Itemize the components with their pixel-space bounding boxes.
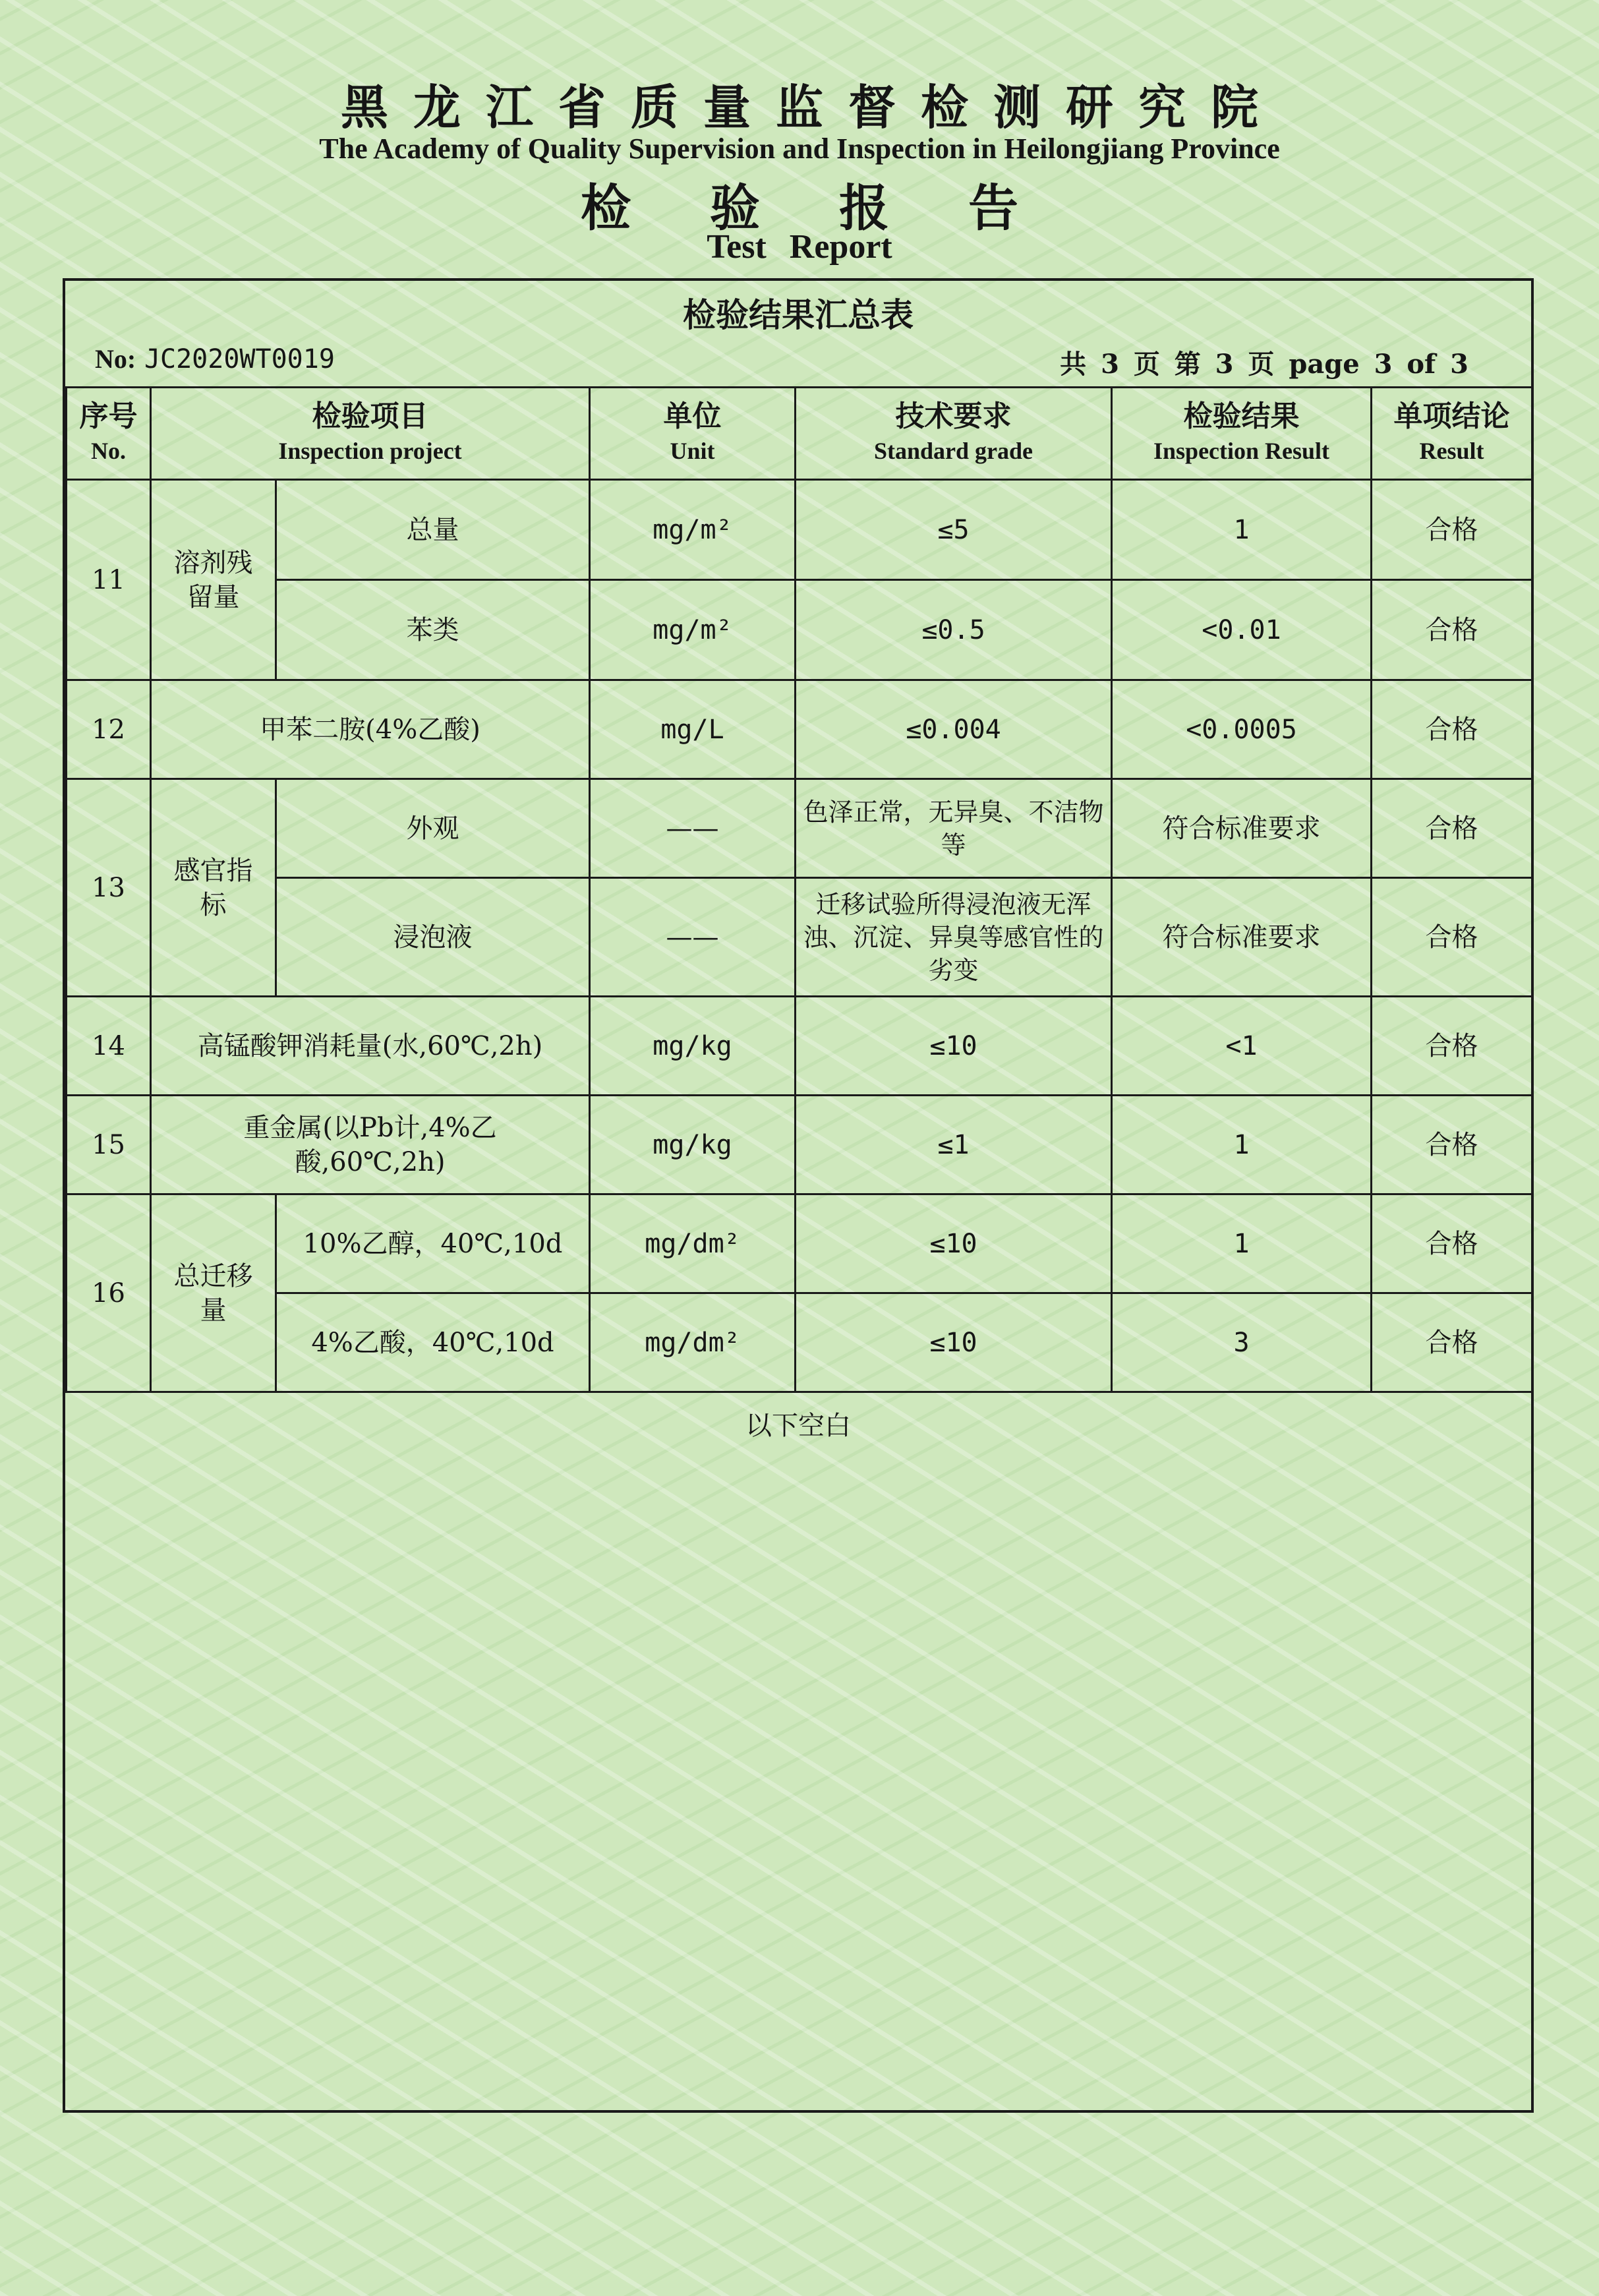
table-row	[67, 997, 1532, 1096]
standard-value: ≤5	[796, 480, 1112, 580]
row-number: 11	[67, 480, 151, 680]
group-label: 感官指标	[151, 779, 276, 997]
col-header-no: 序号 No.	[67, 388, 151, 480]
col-header-conclusion: 单项结论 Result	[1372, 388, 1532, 480]
item-name: 4%乙酸，40℃,10d	[276, 1293, 590, 1392]
table-row	[67, 480, 1532, 580]
unit-value: mg/m²	[590, 580, 796, 680]
table-row	[67, 1096, 1532, 1194]
result-value: 3	[1112, 1293, 1372, 1392]
unit-value: mg/kg	[590, 997, 796, 1096]
unit-value: mg/L	[590, 680, 796, 779]
unit-value: mg/m²	[590, 480, 796, 580]
row-number: 14	[67, 997, 151, 1096]
result-value: 1	[1112, 1194, 1372, 1293]
results-table	[65, 386, 1533, 1393]
report-number-label: No:	[95, 344, 136, 374]
table-header-row	[67, 388, 1532, 480]
standard-value: ≤1	[796, 1096, 1112, 1194]
standard-value: 迁移试验所得浸泡液无浑浊、沉淀、异臭等感官性的劣变	[796, 878, 1112, 997]
unit-value: ——	[590, 779, 796, 878]
standard-value: ≤10	[796, 1293, 1112, 1392]
result-value: 符合标准要求	[1112, 779, 1372, 878]
item-name: 浸泡液	[276, 878, 590, 997]
table-row	[67, 1293, 1532, 1392]
institute-name-cn: 黑龙江省质量监督检测研究院	[340, 79, 1283, 135]
report-title-en: Test Report	[707, 228, 892, 266]
col-header-standard: 技术要求 Standard grade	[796, 388, 1112, 480]
report-title-cn: 检验报告	[581, 179, 1097, 237]
standard-value: 色泽正常，无异臭、不洁物等	[796, 779, 1112, 878]
conclusion-value: 合格	[1372, 580, 1532, 680]
summary-title: 检验结果汇总表	[683, 295, 914, 334]
item-name: 10%乙醇，40℃,10d	[276, 1194, 590, 1293]
table-row	[67, 680, 1532, 779]
table-row	[67, 1194, 1532, 1293]
institute-name-en: The Academy of Quality Supervision and Inspection in Heilongjiang Province	[319, 132, 1280, 165]
item-name: 外观	[276, 779, 590, 878]
item-name: 重金属(以Pb计,4%乙酸,60℃,2h)	[151, 1096, 590, 1194]
row-number: 13	[67, 779, 151, 997]
item-name: 甲苯二胺(4%乙酸)	[151, 680, 590, 779]
result-value: 1	[1112, 480, 1372, 580]
col-header-project: 检验项目 Inspection project	[151, 388, 590, 480]
col-header-unit: 单位 Unit	[590, 388, 796, 480]
result-value: 符合标准要求	[1112, 878, 1372, 997]
table-row	[67, 779, 1532, 878]
conclusion-value: 合格	[1372, 878, 1532, 997]
standard-value: ≤10	[796, 997, 1112, 1096]
row-number: 15	[67, 1096, 151, 1194]
result-value: <0.0005	[1112, 680, 1372, 779]
table-row	[67, 878, 1532, 997]
group-label: 溶剂残留量	[151, 480, 276, 680]
unit-value: mg/kg	[590, 1096, 796, 1194]
conclusion-value: 合格	[1372, 1293, 1532, 1392]
table-row	[67, 580, 1532, 680]
col-header-result: 检验结果 Inspection Result	[1112, 388, 1372, 480]
result-value: 1	[1112, 1096, 1372, 1194]
report-number-value: JC2020WT0019	[144, 344, 335, 374]
item-name: 总量	[276, 480, 590, 580]
conclusion-value: 合格	[1372, 1194, 1532, 1293]
row-number: 12	[67, 680, 151, 779]
standard-value: ≤0.004	[796, 680, 1112, 779]
result-value: <1	[1112, 997, 1372, 1096]
unit-value: mg/dm²	[590, 1293, 796, 1392]
conclusion-value: 合格	[1372, 997, 1532, 1096]
conclusion-value: 合格	[1372, 480, 1532, 580]
result-value: <0.01	[1112, 580, 1372, 680]
page-info: 共 3 页 第 3 页 page 3 of 3	[1060, 349, 1468, 380]
conclusion-value: 合格	[1372, 680, 1532, 779]
item-name: 苯类	[276, 580, 590, 680]
group-label: 总迁移量	[151, 1194, 276, 1392]
conclusion-value: 合格	[1372, 1096, 1532, 1194]
report-number	[95, 343, 335, 374]
item-name: 高锰酸钾消耗量(水,60℃,2h)	[151, 997, 590, 1096]
conclusion-value: 合格	[1372, 779, 1532, 878]
results-summary-frame	[63, 278, 1534, 2113]
blank-below-note: 以下空白	[745, 1411, 851, 1441]
row-number: 16	[67, 1194, 151, 1392]
unit-value: mg/dm²	[590, 1194, 796, 1293]
standard-value: ≤10	[796, 1194, 1112, 1293]
standard-value: ≤0.5	[796, 580, 1112, 680]
unit-value: ——	[590, 878, 796, 997]
